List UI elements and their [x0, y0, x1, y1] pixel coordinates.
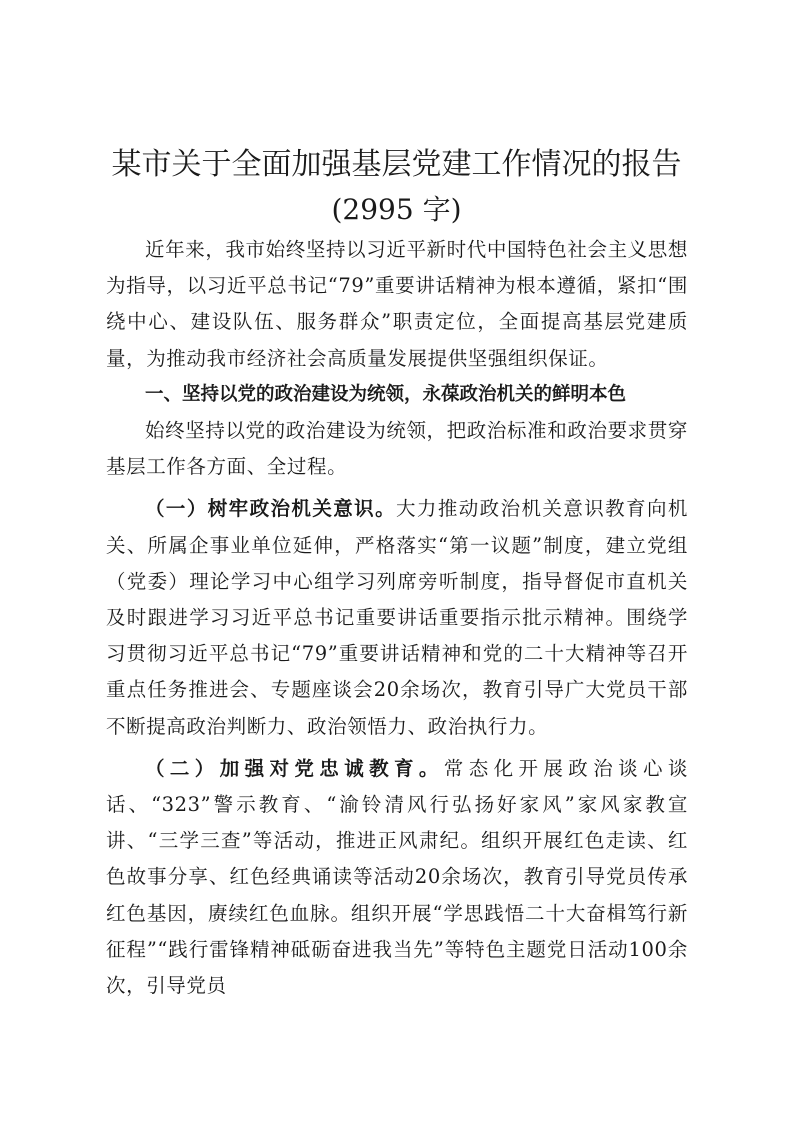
item-1-paragraph	[106, 491, 688, 744]
item-1-text: 大力推动政治机关意识教育向机关、所属企事业单位延伸，严格落实“第一议题”制度，建立党组（党委）理论学习中心组学习列席旁听制度，指导督促市直机关及时跟进学习习近平总书记重要讲话重要指示批示精神。围绕学习贯彻习近平总书记“79”重要讲话精神和党的二十大精神等召开重点任务推进会、专题座谈会20余场次，教育引导广大党员干部不断提高政治判断力、政治领悟力、政治执行力。	[106, 497, 689, 738]
item-2-paragraph	[106, 751, 688, 1004]
document-subtitle: (2995 字)	[331, 193, 462, 226]
document-body	[106, 232, 688, 1004]
document-title: 某市关于全面加强基层党建工作情况的报告	[111, 147, 682, 182]
title-block	[0, 142, 793, 232]
intro-paragraph: 近年来，我市始终坚持以习近平新时代中国特色社会主义思想为指导，以习近平总书记“79”重要讲话精神为根本遵循，紧扣“围绕中心、建设队伍、服务群众”职责定位，全面提高基层党建质量，为推动我市经济社会高质量发展提供坚强组织保证。	[106, 238, 688, 370]
item-1-heading: （一）树牢政治机关意识。	[145, 497, 396, 521]
section-1-paragraph: 始终坚持以党的政治建设为统领，把政治标准和政治要求贯穿基层工作各方面、全过程。	[106, 419, 688, 479]
item-2-heading: （二）加强对党忠诚教育。	[145, 756, 444, 780]
section-1-heading: 一、坚持以党的政治建设为统领，永葆政治机关的鲜明本色	[145, 383, 627, 405]
item-2-text: 常态化开展政治谈心谈话、“323”警示教育、“渝铃清风行弘扬好家风”家风家教宣讲、“三学三查”等活动，推进正风肃纪。组织开展红色走读、红色故事分享、红色经典诵读等活动20余场次，教育引导党员传承红色基因，赓续红色血脉。组织开展“学思践悟二十大奋楫笃行新征程”“践行雷锋精神砥砺奋进我当先”等特色主题党日活动100余次，引导党员	[106, 756, 688, 998]
